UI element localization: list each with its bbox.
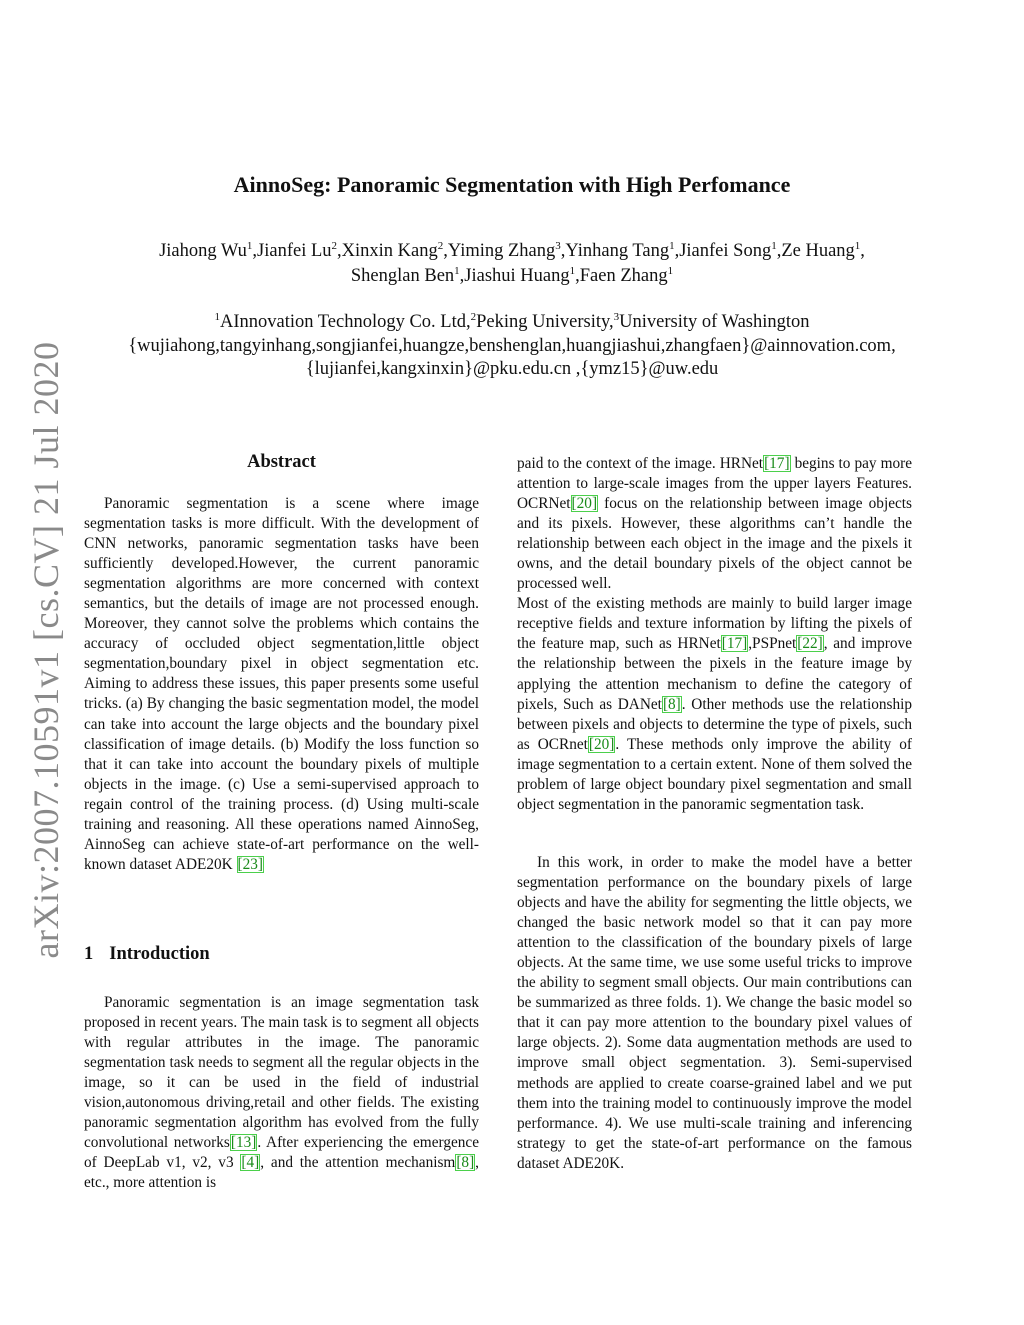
author: Xinxin Kang$^2$,	[341, 239, 448, 261]
author: Jianfei Song$^1$,	[679, 239, 782, 261]
author: Shenglan Ben$^1$,	[350, 264, 465, 286]
intro-paragraph: Panoramic segmentation is an image segmentation task proposed in recent years. The main task is to segment all objects with regular attributes in the image. The panoramic segmentation task needs to segment all the regular objects in the image, so it can be used in the field of industrial vision,autonomous driving,retail and other fields. The existing panoramic segmentation algorithm has evolved from the fully convolutional networks[13]. After experiencing the emergence of DeepLab v1, v2, v3 [4], and the attention mechanism[8], etc., more attention is	[84, 994, 479, 1192]
author: Yiming Zhang$^3$,	[447, 239, 566, 261]
author: Yinhang Tang$^1$,	[565, 239, 680, 261]
paper-title: AinnoSeg: Panoramic Segmentation with High Perfomance	[233, 172, 791, 197]
abstract-heading: Abstract	[247, 452, 316, 472]
affiliations	[0, 311, 1024, 382]
right-column-bottom	[517, 853, 912, 1174]
citation-link[interactable]: [17]	[764, 455, 790, 472]
abstract-body	[84, 494, 479, 875]
author: Jianfei Lu$^2$,	[257, 239, 342, 261]
citation-link[interactable]: [20]	[571, 495, 598, 513]
author: Jiashui Huang$^1$,	[464, 264, 580, 286]
section-heading-introduction: 1 Introduction	[84, 944, 210, 964]
citation-link[interactable]: [17]	[721, 635, 748, 653]
author-list	[0, 239, 1024, 289]
citation-link[interactable]: [23]	[237, 855, 264, 873]
citation-link[interactable]: [8]	[456, 1154, 475, 1172]
arxiv-stamp: arXiv:2007.10591v1 [cs.CV] 21 Jul 2020	[26, 341, 66, 959]
email-line: {wujiahong,tangyinhang,songjianfei,huangze,benshenglan,huangjiashui,zhangfaen}@ainnovation.com,	[128, 335, 896, 356]
author: Faen Zhang$^1$	[579, 264, 674, 286]
abstract-paragraph: Panoramic segmentation is a scene where image segmentation tasks is more difficult. With the development of CNN networks, panoramic segmentation tasks have been sufficiently developed.However, the current panoramic segmentation algorithms are more concerned with context semantics, but the details of image are not processed enough. Moreover, they cannot solve the problems which contains the accuracy of occluded object segmentation,little object segmentation,boundary pixel in object segmentation etc. Aiming to address these issues, this paper presents some useful tricks. (a) By changing the basic segmentation model, the model can take into account the large objects and the boundary pixel classification of image details. (b) Modify the loss function so that it can take into account the boundary pixels of multiple objects in the image. (c) Use a semi-supervised approach to regain control of the training process. (d) Using multi-scale training and reasoning. All these operations named AinnoSeg, AinnoSeg can achieve state-of-art performance on the well-known dataset ADE20K [23]	[84, 495, 479, 873]
citation-link[interactable]: [8]	[662, 695, 681, 713]
author: Ze Huang$^1$,	[781, 239, 865, 261]
introduction-body	[84, 993, 479, 1193]
intro-paragraph-continued: paid to the context of the image. HRNet[17] begins to pay more attention to large-scale images from the upper layers Features. OCRNet[20] focus on the relationship between image objects and its pixels. However, these algorithms can’t handle the relationship between each object in the image and the pixels it owns, and the detail boundary pixels of the object cannot be processed well.	[517, 455, 912, 593]
email-line: {lujianfei,kangxinxin}@pku.edu.cn ,{ymz15}@uw.edu	[305, 359, 719, 379]
citation-link[interactable]: [20]	[588, 735, 615, 753]
author: Jiahong Wu$^1$,	[159, 239, 258, 261]
citation-link[interactable]: [4]	[241, 1154, 260, 1172]
right-column-top	[517, 454, 912, 815]
intro-paragraph: Most of the existing methods are mainly to build larger image receptive fields and texture information by lifting the pixels of the feature map, such as HRNet[17],PSPnet[22], and improve the relationship between the pixels in the feature image by applying the attention mechanism to define the category of pixels, Such as DANet[8]. Other methods use the relationship between pixels and objects to determine the type of pixels, such as OCRnet[20]. These methods only improve the ability of image segmentation to a certain extent. None of them solved the problem of large object boundary pixel segmentation and small object segmentation in the panoramic segmentation task.	[517, 595, 912, 813]
contributions-paragraph: In this work, in order to make the model have a better segmentation performance on the boundary pixels of large objects and have the ability for segmenting the little objects, we changed the basic network model so that it can pay more attention to the classification of the boundary pixels of large objects. At the same time, we use some useful tricks to improve the ability to segment small objects. Our main contributions can be summarized as three folds. 1). We change the basic model so that it can pay more attention to the boundary pixel values of large objects. 2). Some data augmentation methods are used to improve small object segmentation. 3). Semi-supervised methods are applied to create coarse-grained label and we put them into the training model to continuously improve the model performance. 4). We use multi-scale training and inferencing strategy to get the state-of-art performance on the famous dataset ADE20K.	[517, 854, 912, 1172]
citation-link[interactable]: [13]	[230, 1134, 257, 1152]
affiliation-line: $^1$AInnovation Technology Co. Ltd,$^2$Peking University,$^3$University of Washington	[214, 310, 810, 332]
citation-link[interactable]: [22]	[797, 635, 823, 653]
